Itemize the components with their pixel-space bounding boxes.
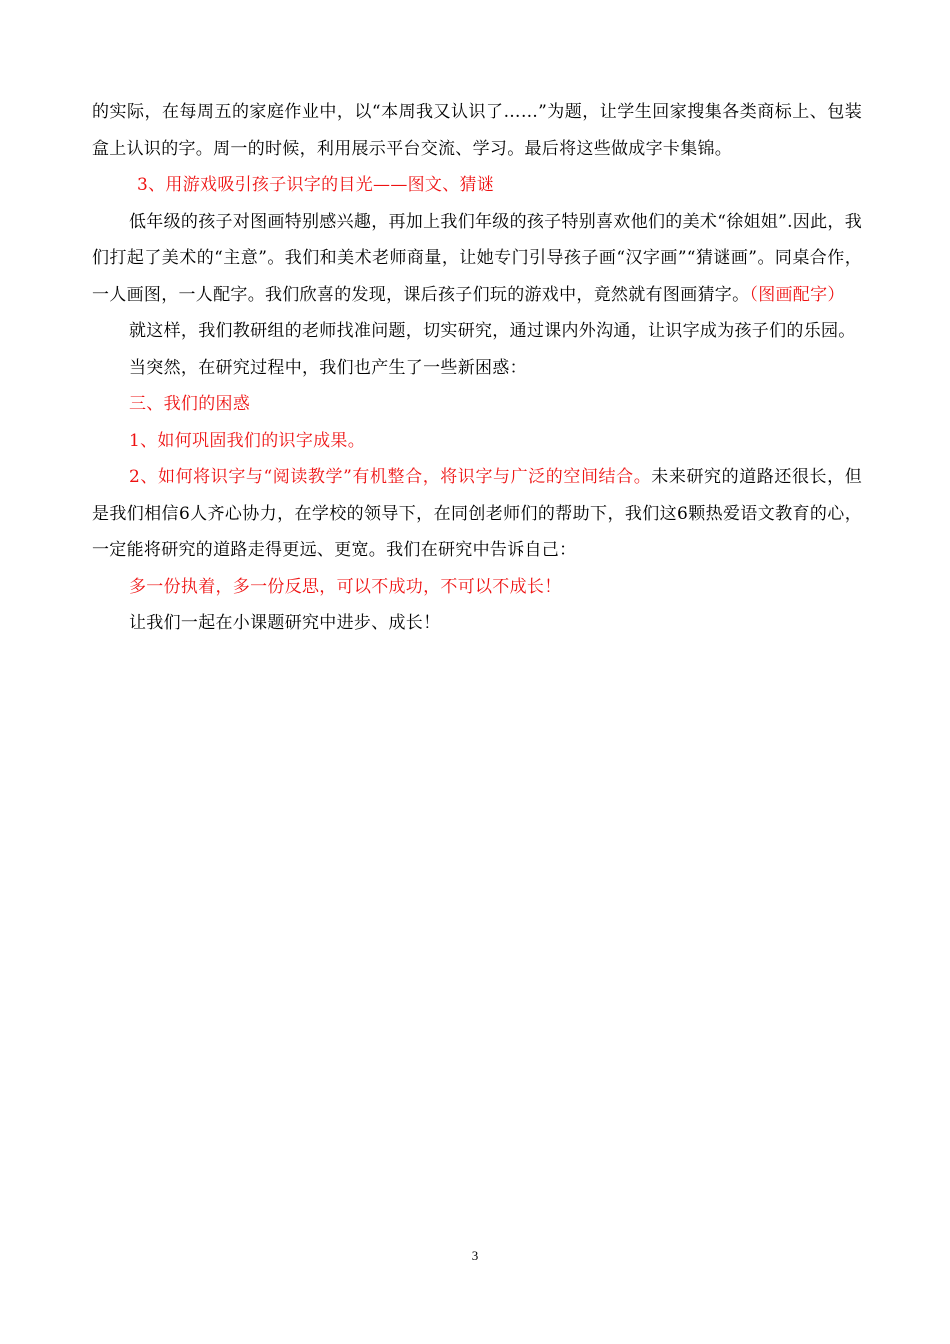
section-heading-text: 三、我们的困惑 [129,394,251,414]
paragraph-art-teacher [92,204,862,314]
motto-text: 多一份执着，多一份反思，可以不成功，不可以不成长！ [129,576,562,597]
paragraph-continued [92,94,862,167]
paragraph-text: 未来研究的道路还很长，但是我们相信6人齐心协力，在学校的领导下，在同创老师们的帮助下，我们这6颗热爱语文教育的心，一定能将研究的道路走得更远、更宽。我们在研究中告诉自己： [92,467,862,560]
paragraph-text: 的实际，在每周五的家庭作业中，以“本周我又认识了……”为题，让学生回家搜集各类商标上、包装盒上认识的字。周一的时候，利用展示平台交流、学习。最后将这些做成字卡集锦。 [92,102,862,159]
paragraph-text: 低年级的孩子对图画特别感兴趣，再加上我们年级的孩子特别喜欢他们的美术“徐姐姐”.因此，我们打起了美术的“主意”。我们和美术老师商量，让她专门引导孩子画“汉字画”“猜谜画”。同桌合作，一人画图，一人配字。我们欣喜的发现，课后孩子们玩的游戏中，竟然就有图画猜字。 [92,211,862,305]
paragraph-new-confusion [92,350,862,387]
motto-line [92,569,862,606]
closing-text: 让我们一起在小课题研究中进步、成长！ [129,613,441,633]
closing-line [92,605,862,642]
page-number: 3 [471,1248,479,1263]
subheading-game-literacy [92,167,862,204]
list-item-text: 2、如何将识字与“阅读教学”有机整合，将识字与广泛的空间结合。 [129,467,652,487]
list-item-1 [92,423,862,460]
paragraph-research-summary [92,313,862,350]
subheading-text: 3、用游戏吸引孩子识字的目光——图文、猜谜 [137,175,495,195]
list-item-2 [92,459,862,569]
list-item-text: 1、如何巩固我们的识字成果。 [129,430,366,451]
paragraph-text: 当突然，在研究过程中，我们也产生了一些新困惑： [129,357,527,378]
section-heading-confusion [92,386,862,423]
document-body [92,94,862,642]
image-caption-note: （图画配字） [749,284,845,305]
paragraph-text: 就这样，我们教研组的老师找准问题，切实研究，通过课内外沟通，让识字成为孩子们的乐园。 [129,321,856,341]
